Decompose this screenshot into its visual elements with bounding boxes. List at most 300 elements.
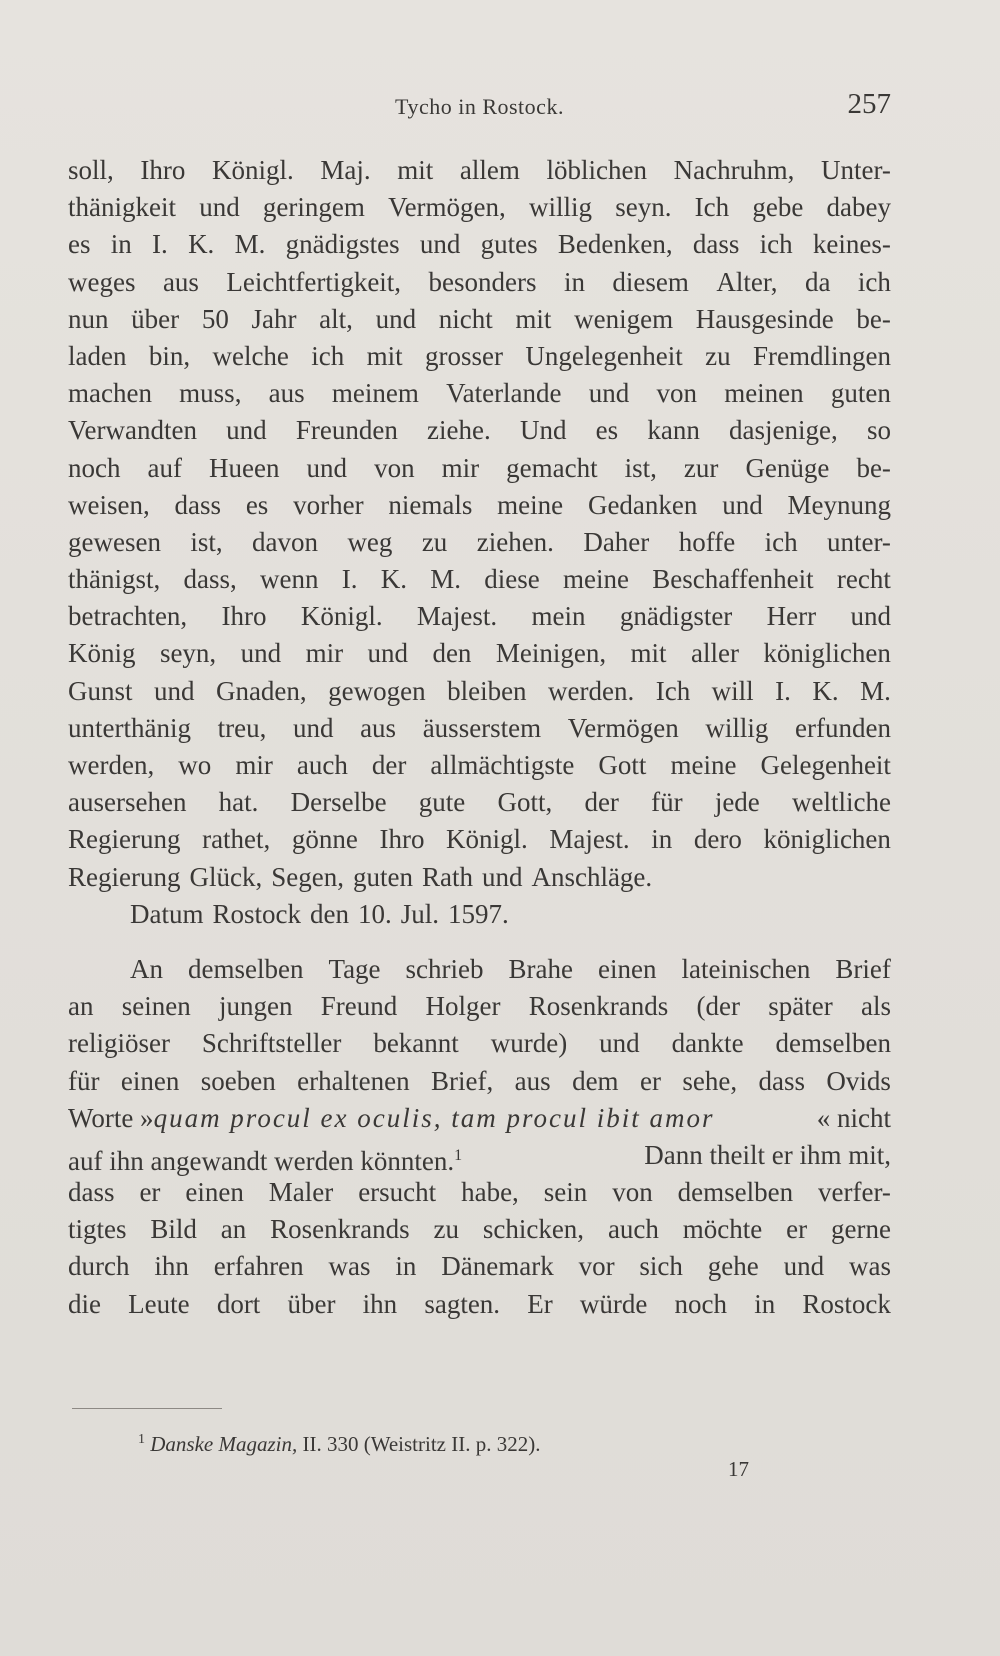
text-line: [68, 561, 891, 598]
word: weges: [68, 266, 136, 297]
word: besonders: [428, 266, 537, 297]
word: mit: [366, 340, 403, 371]
word: er: [639, 1065, 661, 1096]
word: bin,: [148, 340, 191, 371]
word: Bedenken,: [557, 229, 673, 260]
footnote-rule: [72, 1408, 222, 1409]
word: vorher: [293, 489, 364, 520]
word: Nachruhm,: [673, 155, 795, 185]
word: machen: [68, 378, 152, 409]
quote-wrap: [68, 1100, 715, 1137]
word: einen: [120, 1065, 180, 1096]
word: und: [722, 489, 763, 520]
word: Verwandten: [68, 415, 197, 446]
text-line: [68, 710, 891, 747]
word: Rath: [421, 861, 473, 892]
word: allmächtigste: [430, 750, 575, 780]
word: ihn: [362, 1288, 398, 1319]
word: würde: [579, 1288, 648, 1319]
word: dankte: [671, 1028, 744, 1059]
text-line: [68, 1211, 891, 1248]
word: aus: [162, 266, 199, 297]
word: Ungelegenheit: [525, 340, 683, 371]
word: es: [245, 489, 269, 520]
word: recht: [836, 564, 891, 595]
text-line: [68, 951, 891, 988]
word: soeben: [200, 1065, 276, 1096]
word: meinem: [331, 378, 419, 409]
word: wurde): [490, 1028, 568, 1059]
word: in: [563, 266, 585, 297]
word: I.: [152, 229, 168, 260]
running-head: [68, 88, 891, 124]
word: da: [804, 266, 831, 297]
word: Glück,: [189, 861, 263, 892]
word: wenigem: [574, 303, 674, 334]
word: Ich: [655, 675, 691, 706]
word: Fremdlingen: [753, 340, 891, 371]
word: ist,: [624, 452, 657, 483]
word: Vermögen: [567, 712, 679, 743]
word: dass: [692, 229, 740, 260]
word: was: [848, 1251, 891, 1282]
word: Freund: [320, 991, 398, 1022]
word: Daher: [583, 526, 650, 557]
word: lateinischen: [681, 953, 811, 984]
quote-line: [68, 1100, 891, 1137]
word: Hueen: [209, 452, 280, 483]
word: auch: [296, 750, 348, 780]
word: dass: [758, 1065, 805, 1096]
word: Leute: [128, 1288, 190, 1319]
word: will: [711, 675, 754, 706]
word: welche: [212, 340, 289, 371]
word: sich: [639, 1251, 683, 1282]
word: Er: [527, 1288, 553, 1319]
word: Freunden: [295, 415, 398, 446]
word: bekannt: [373, 1028, 459, 1059]
word: König: [68, 638, 136, 669]
word: thänigst,: [68, 564, 161, 595]
word: 1597.: [448, 898, 509, 929]
text-line: [68, 524, 891, 561]
word: und: [850, 601, 891, 632]
word: er: [786, 1214, 808, 1245]
word: Dänemark: [441, 1251, 554, 1282]
word: unter-: [827, 526, 891, 557]
word: ausersehen: [68, 787, 187, 818]
word: soll,: [68, 155, 114, 185]
word: möchte: [682, 1214, 763, 1245]
word: aus: [268, 378, 305, 409]
word: dabey: [826, 192, 891, 223]
word: Ovids: [826, 1065, 891, 1096]
word: den: [310, 898, 349, 929]
word: geringem: [262, 192, 365, 223]
word: ich: [759, 229, 793, 260]
footnote-ref-text: auf ihn angewandt werden könnten.$^1$: [68, 1145, 463, 1176]
word: Meinigen,: [495, 638, 607, 669]
word: Unter-: [820, 155, 891, 185]
word: zu: [433, 1214, 459, 1245]
footnote-citation: II. 330 (Weistritz II. p. 322).: [302, 1432, 541, 1456]
word: verfer-: [818, 1177, 891, 1208]
word: mir: [305, 638, 344, 669]
word: Genüge: [745, 452, 830, 483]
text-line: [68, 635, 891, 672]
word: es: [68, 229, 91, 260]
word: mir: [441, 452, 480, 483]
word: in: [754, 1288, 776, 1319]
word: ich: [311, 340, 345, 371]
word: gebe: [752, 192, 804, 223]
word: gute: [418, 787, 466, 818]
word: niemals: [388, 489, 473, 520]
text-line: [68, 301, 891, 338]
text-line: [68, 450, 891, 487]
word: Rostock: [802, 1288, 891, 1319]
word: dass,: [183, 564, 237, 595]
word: An: [130, 953, 163, 984]
word: Tage: [328, 953, 381, 984]
word: K.: [188, 229, 215, 260]
word: später: [768, 991, 833, 1022]
word: in: [110, 229, 132, 260]
word: zu: [421, 526, 448, 557]
word: und: [783, 1251, 825, 1282]
word: den: [432, 638, 472, 669]
word: meine: [562, 564, 629, 595]
word: und: [153, 675, 195, 706]
word: Brief: [835, 953, 891, 984]
word: von: [656, 378, 697, 409]
text-line: [68, 338, 891, 375]
word: demselben: [677, 1177, 794, 1208]
word: hoffe: [678, 526, 736, 557]
word: betrachten,: [68, 601, 188, 632]
word: Gott: [598, 750, 647, 780]
word: Vaterlande: [446, 378, 562, 409]
word: rathet,: [202, 824, 271, 855]
word: noch: [68, 452, 121, 483]
page-number: 257: [847, 88, 891, 120]
word: gönne: [291, 824, 358, 855]
word: ziehen.: [476, 526, 554, 557]
word: in: [395, 1251, 417, 1282]
word: mein: [531, 601, 586, 632]
text-line: [68, 821, 891, 858]
word: Majest.: [549, 824, 630, 855]
word: Maj.: [320, 155, 371, 185]
word: und: [599, 1028, 640, 1059]
word: äusserstem: [422, 712, 542, 743]
word: Ihro: [379, 824, 425, 855]
word: gerne: [831, 1214, 891, 1245]
word: und: [199, 192, 240, 223]
word: ziehe.: [427, 415, 491, 446]
word: unterthänig: [68, 712, 191, 743]
word: dass: [68, 1177, 115, 1208]
word: es: [595, 415, 619, 446]
word: aller: [690, 638, 739, 669]
running-title: Tycho in Rostock.: [395, 94, 564, 119]
word: vor: [578, 1251, 615, 1282]
word: weltliche: [792, 787, 891, 818]
word: ich: [764, 526, 798, 557]
word: so: [866, 415, 891, 446]
word: zu: [705, 340, 731, 371]
word: und: [240, 638, 282, 669]
word: mir: [235, 750, 273, 780]
word: demselben: [775, 1028, 891, 1059]
word: mit: [397, 155, 434, 185]
word: Gunst: [68, 675, 133, 706]
text-line: [68, 859, 891, 896]
word: Ihro: [140, 155, 186, 185]
word: Datum: [130, 898, 204, 929]
word: Gelegenheit: [760, 750, 891, 780]
word: Bild: [150, 1214, 197, 1245]
word: weisen,: [68, 489, 150, 520]
word: M.: [234, 229, 266, 260]
word: gnädigstes: [285, 229, 400, 260]
word: weg: [347, 526, 393, 557]
word: Hausgesinde: [695, 303, 834, 334]
text-line: [68, 189, 891, 226]
paragraph-gap: [68, 933, 891, 951]
text-line: [68, 1174, 891, 1211]
word: werden,: [68, 750, 155, 780]
footnote: [138, 1432, 540, 1457]
word: 50: [201, 303, 229, 334]
text-line: [68, 264, 891, 301]
word: als: [861, 991, 891, 1022]
word: nun: [68, 303, 109, 334]
word: gewogen: [328, 675, 426, 706]
ovid-quote: quam procul ex oculis, tam procul ibit amor: [153, 1102, 715, 1133]
footnote-ref-line: [68, 1137, 891, 1174]
word: Königl.: [212, 155, 294, 185]
word: diesem: [612, 266, 689, 297]
text-line: [68, 487, 891, 524]
word: Königl.: [446, 824, 528, 855]
text-line: [68, 152, 891, 189]
word: auch: [607, 1214, 659, 1245]
word: mit: [630, 638, 667, 669]
text-line: [68, 412, 891, 449]
footnote-mark: 1: [138, 1432, 145, 1447]
word: Brahe: [508, 953, 573, 984]
footnote-ref-rest: Dann theilt er ihm mit,: [644, 1139, 891, 1170]
word: alt,: [319, 303, 353, 334]
word: Maler: [268, 1177, 334, 1208]
word: be-: [856, 303, 891, 334]
word: gemacht: [506, 452, 598, 483]
word: diese: [484, 564, 540, 595]
word: demselben: [188, 953, 304, 984]
text-line: [68, 1025, 891, 1062]
word: willig: [705, 712, 769, 743]
word: M.: [430, 564, 461, 595]
word: auf: [147, 452, 182, 483]
word: Ich: [694, 192, 730, 223]
date-line: [68, 896, 891, 933]
word: Vermögen,: [388, 192, 506, 223]
word: dort: [216, 1288, 261, 1319]
word: davon: [252, 526, 319, 557]
word: erfunden: [795, 712, 891, 743]
word: gutes: [480, 229, 538, 260]
word: was: [328, 1251, 371, 1282]
word: thänigkeit: [68, 192, 176, 223]
text-line: [68, 673, 891, 710]
footnote-ref-mark: 1: [454, 1146, 463, 1164]
word: Beschaffenheit: [652, 564, 814, 595]
word: seyn.: [615, 192, 672, 223]
word: Brief,: [431, 1065, 494, 1096]
word: meine: [670, 750, 737, 780]
word: und: [419, 229, 461, 260]
word: von: [612, 1177, 653, 1208]
word: jede: [714, 787, 760, 818]
word: I.: [775, 675, 791, 706]
word: be-: [856, 452, 891, 483]
word: Meynung: [787, 489, 891, 520]
word: von: [374, 452, 415, 483]
word: und: [367, 638, 408, 669]
word: meine: [497, 489, 564, 520]
word: für: [68, 1065, 100, 1096]
word: an: [68, 991, 94, 1022]
word: religiöser: [68, 1028, 170, 1059]
word: aus: [514, 1065, 551, 1096]
word: einen: [185, 1177, 244, 1208]
word: sein: [543, 1177, 588, 1208]
word: löblichen: [546, 155, 647, 185]
word: dem: [572, 1065, 619, 1096]
word: jungen: [219, 991, 293, 1022]
word: Leichtfertigkeit,: [226, 266, 402, 297]
word: tigtes: [68, 1214, 127, 1245]
text-line: [68, 1286, 891, 1323]
word: ihn: [154, 1251, 189, 1282]
word: Herr: [766, 601, 817, 632]
word: K.: [812, 675, 839, 706]
word: Und: [519, 415, 567, 446]
word: gewesen: [68, 526, 161, 557]
signature-mark: 17: [728, 1457, 749, 1481]
word: über: [287, 1288, 336, 1319]
word: Alter,: [716, 266, 778, 297]
word: K.: [380, 564, 407, 595]
footnote-source: Danske Magazin,: [150, 1432, 298, 1456]
word: habe,: [461, 1177, 519, 1208]
word: er: [139, 1177, 161, 1208]
word: kann: [647, 415, 700, 446]
word: I.: [341, 564, 358, 595]
word: guten: [352, 861, 413, 892]
word: zur: [683, 452, 719, 483]
word: Holger: [425, 991, 501, 1022]
word: Regierung: [68, 824, 181, 855]
word: und: [481, 861, 523, 892]
word: Rosenkrands: [270, 1214, 410, 1245]
word: wenn: [260, 564, 319, 595]
text-line: [68, 226, 891, 263]
word: wo: [178, 750, 212, 780]
word: Schriftsteller: [201, 1028, 342, 1059]
word: die: [68, 1288, 101, 1319]
word: bleiben: [447, 675, 527, 706]
word: ersucht: [358, 1177, 437, 1208]
word: guten: [830, 378, 891, 409]
word: Ihro: [221, 601, 267, 632]
word: der: [371, 750, 407, 780]
word: und: [588, 378, 630, 409]
word: treu,: [217, 712, 267, 743]
word: dass: [174, 489, 222, 520]
word: Königl.: [300, 601, 383, 632]
word: dero: [693, 824, 742, 855]
word: Rosenkrands: [528, 991, 669, 1022]
word: für: [651, 787, 683, 818]
word: durch: [68, 1251, 130, 1282]
word: noch: [674, 1288, 728, 1319]
word: über: [131, 303, 180, 334]
text-line: [68, 1248, 891, 1285]
word: M.: [860, 675, 891, 706]
word: sehe,: [682, 1065, 738, 1096]
word: meinen: [724, 378, 804, 409]
word: Majest.: [416, 601, 498, 632]
word: einen: [597, 953, 657, 984]
word: Anschläge.: [531, 861, 653, 892]
word: und: [292, 712, 334, 743]
word: königlichen: [763, 824, 891, 855]
text-line: [68, 1063, 891, 1100]
word: königlichen: [763, 638, 891, 669]
text-line: [68, 784, 891, 821]
word: und: [375, 303, 417, 334]
word: aus: [360, 712, 397, 743]
word: Segen,: [271, 861, 344, 892]
word: muss,: [179, 378, 242, 409]
word: schicken,: [482, 1214, 585, 1245]
text-line: [68, 988, 891, 1025]
word: der: [584, 787, 619, 818]
quote-suffix: « nicht: [816, 1102, 891, 1133]
word: allem: [459, 155, 520, 185]
word: mit: [515, 303, 552, 334]
word: ist,: [190, 526, 223, 557]
body-text: [68, 152, 891, 1323]
word: gnädigster: [619, 601, 733, 632]
word: sagten.: [424, 1288, 501, 1319]
word: ich: [857, 266, 891, 297]
word: Derselbe: [290, 787, 387, 818]
text-line: [68, 598, 891, 635]
word: hat.: [218, 787, 259, 818]
word: Gnaden,: [215, 675, 307, 706]
text-line: [68, 375, 891, 412]
word: schrieb: [405, 953, 484, 984]
word: grosser: [425, 340, 503, 371]
word: Jul.: [400, 898, 440, 929]
quote-prefix: Worte »: [68, 1102, 154, 1133]
word: in: [651, 824, 673, 855]
word: und: [306, 452, 348, 483]
word: (der: [696, 991, 740, 1022]
